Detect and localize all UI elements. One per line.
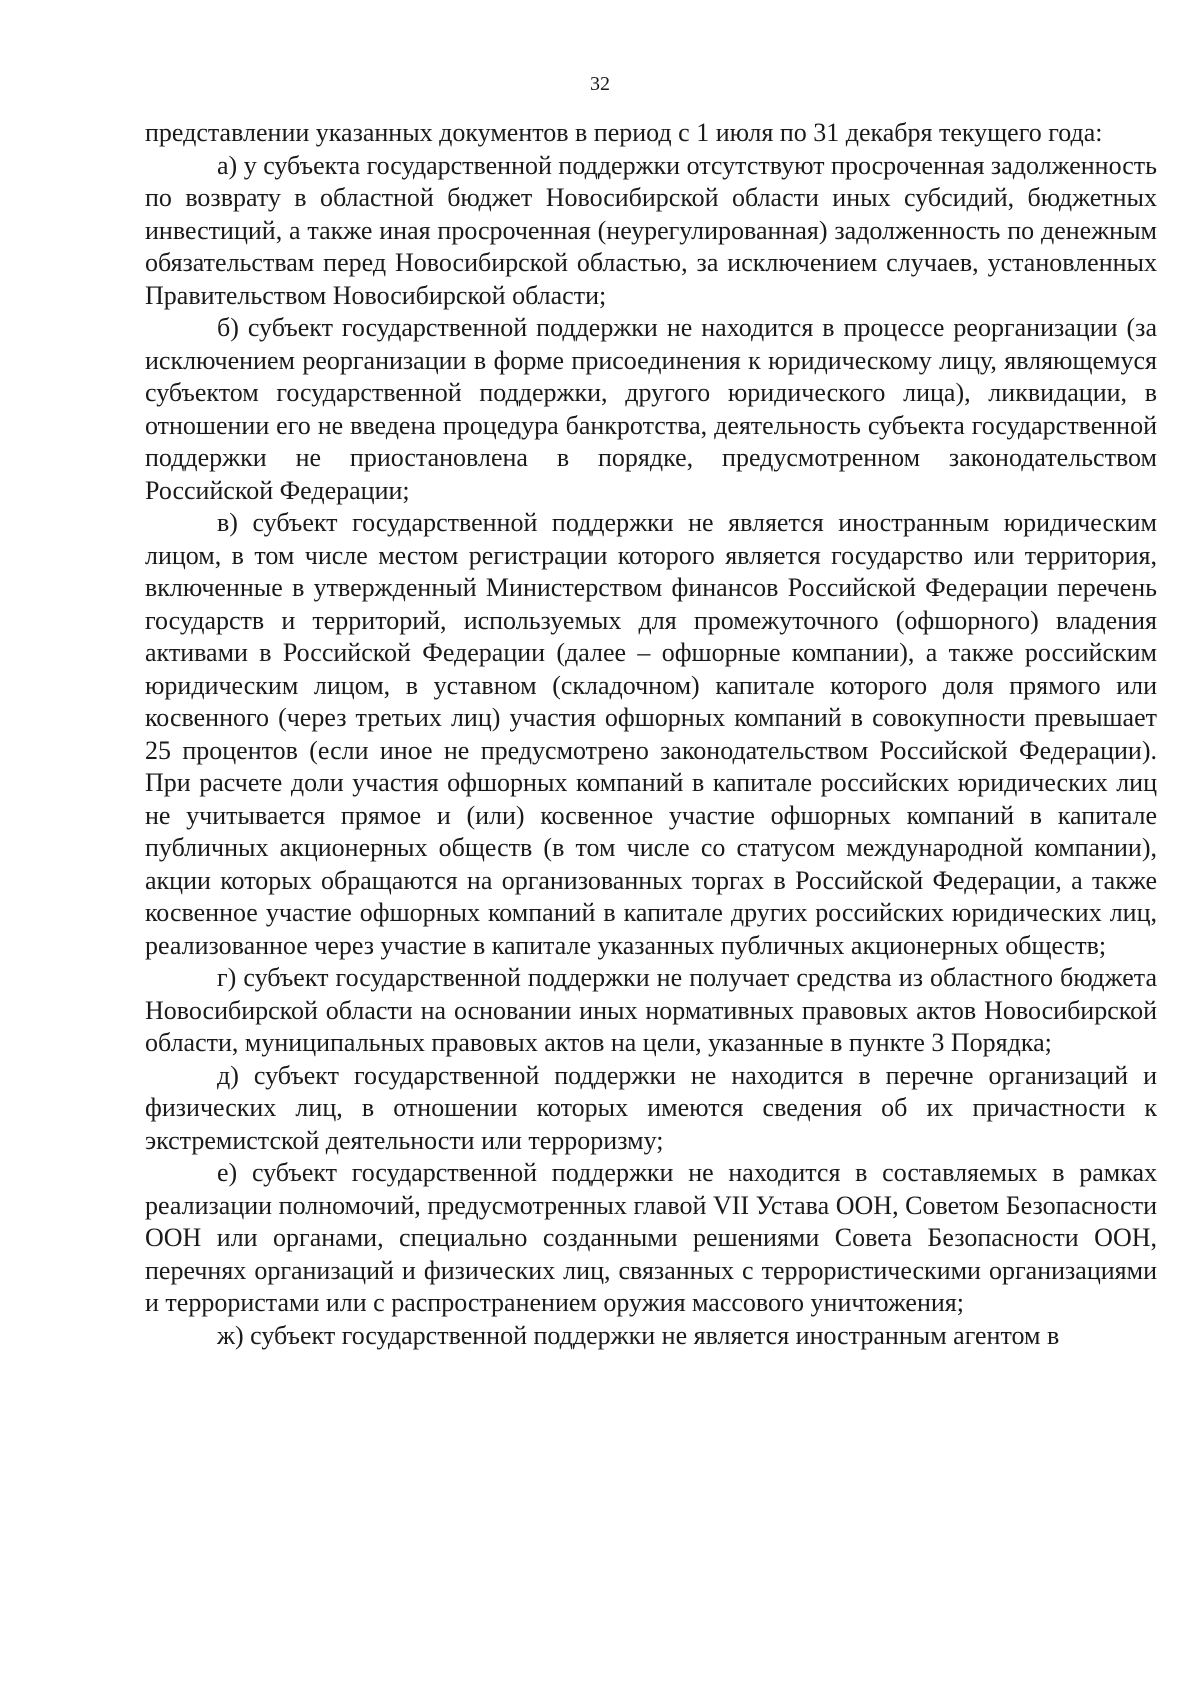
paragraph-item-e: е) субъект государственной поддержки не находится в составляемых в рамках реализации полномочий, предусмотренных главой VII Устава ООН, Советом Безопасности ООН или органами, специально созданными решениями Совета Безопасности ООН, перечнях организаций и физических лиц, связанных с террористическими организациями и террористами или с распространением оружия массового уничтожения; [145,1158,1157,1317]
page-number: 32 [590,73,610,95]
paragraph-continuation: представлении указанных документов в период с 1 июля по 31 декабря текущего года: [145,118,1103,147]
paragraph-item-zh: ж) субъект государственной поддержки не является иностранным агентом в [217,1320,1060,1350]
paragraph-item-b: б) субъект государственной поддержки не находится в процессе реорганизации (за исключением реорганизации в форме присоединения к юридическому лицу, являющемуся субъектом государственной поддержки, другого юридического лица), ликвидации, в отношении его не введена процедура банкротства, деятельность субъекта государственной поддержки не приостановлена в порядке, предусмотренном законодательством Российской Федерации; [145,313,1157,505]
paragraph-item-v: в) субъект государственной поддержки не является иностранным юридическим лицом, в том числе местом регистрации которого является государство или территория, включенные в утвержденный Министерством финансов Российской Федерации перечень государств и территорий, используемых для промежуточного (офшорного) владения активами в Российской Федерации (далее – офшорные компании), а также российским юридическим лицом, в уставном (складочном) капитале которого доля прямого или косвенного (через третьих лиц) участия офшорных компаний в совокупности превышает 25 процентов (если иное не предусмотрено законодательством Российской Федерации). При расчете доли участия офшорных компаний в капитале российских юридических лиц не учитывается прямое и (или) косвенное участие офшорных компаний в капитале публичных акционерных обществ (в том числе со статусом международной компании), акции которых обращаются на организованных торгах в Российской Федерации, а также косвенное участие офшорных компаний в капитале других российских юридических лиц, реализованное через участие в капитале указанных публичных акционерных обществ; [145,508,1157,960]
paragraph-item-a: а) у субъекта государственной поддержки отсутствуют просроченная задолженность по возврату в областной бюджет Новосибирской области иных субсидий, бюджетных инвестиций, а также иная просроченная (неурегулированная) задолженность по денежным обязательствам перед Новосибирской областью, за исключением случаев, установленных Правительством Новосибирской области; [145,150,1157,310]
paragraph-item-g: г) субъект государственной поддержки не получает средства из областного бюджета Новосибирской области на основании иных нормативных правовых актов Новосибирской области, муниципальных правовых актов на цели, указанные в пункте 3 Порядка; [145,963,1157,1057]
document-body [145,117,1157,1352]
paragraph-item-d: д) субъект государственной поддержки не находится в перечне организаций и физических лиц, в отношении которых имеются сведения об их причастности к экстремистской деятельности или терроризму; [145,1060,1157,1155]
